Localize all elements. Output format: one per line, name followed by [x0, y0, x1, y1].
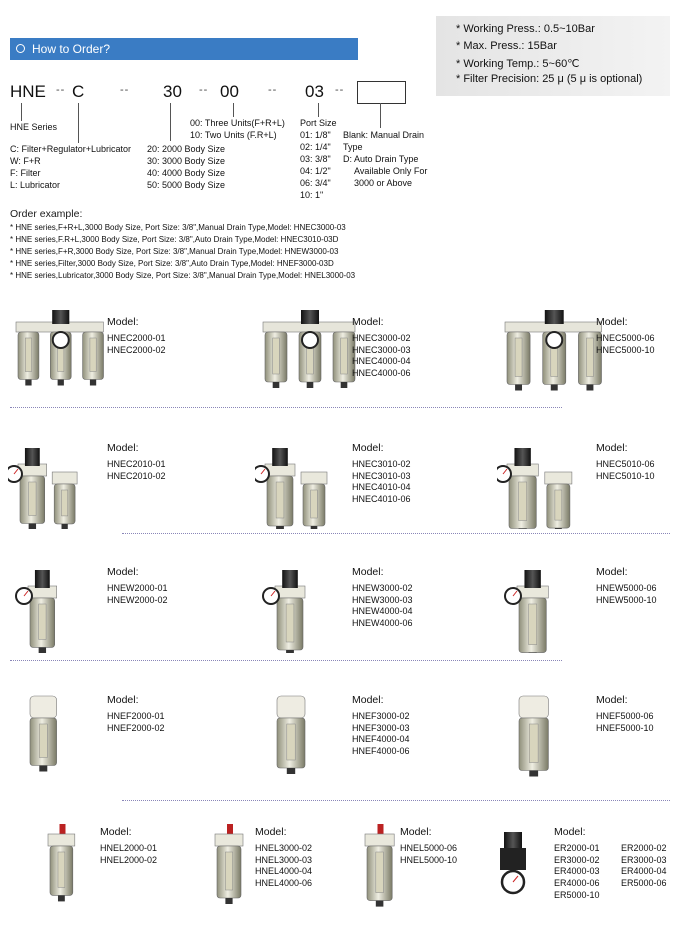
connector-line — [78, 103, 79, 143]
example-line: * HNE series,F.R+L,3000 Body Size, Port Size: 3/8",Auto Drain Type,Model: HNEC3010-03D — [10, 235, 339, 244]
model-number: HNEC4010-04 — [352, 482, 411, 493]
model-number: HNEC5010-10 — [596, 470, 655, 481]
legend-port: 04: 1/2" — [300, 166, 331, 176]
model-number: HNEC5000-06 — [596, 333, 655, 343]
circle-bullet-icon — [16, 44, 25, 53]
port-size-title: Port Size — [300, 118, 337, 128]
code-separator: -- — [199, 84, 209, 96]
legend-drain: Available Only For — [354, 166, 428, 176]
model-list — [352, 459, 411, 506]
example-line: * HNE series,Lubricator,3000 Body Size, Port Size: 3/8",Manual Drain Type,Model: HNEL3000-03 — [10, 271, 356, 280]
model-number: HNEW4000-06 — [352, 618, 413, 629]
example-line: * HNE series,F+R+L,3000 Body Size, Port Size: 3/8",Manual Drain Type,Model: HNEC3000-03 — [10, 223, 346, 232]
model-number: HNEF5000-10 — [596, 722, 654, 733]
model-number: HNEF5000-06 — [596, 711, 654, 721]
model-number: HNEF3000-02 — [352, 711, 410, 721]
legend-drain: Blank: Manual Drain — [343, 130, 425, 140]
product-image — [497, 434, 607, 534]
order-example-title: Order example: — [10, 208, 83, 220]
model-list — [621, 843, 667, 890]
legend-port: 06: 3/4" — [300, 178, 331, 188]
row-separator — [10, 660, 562, 661]
model-title: Model: — [107, 694, 139, 706]
code-separator: -- — [120, 84, 130, 96]
model-list — [107, 459, 166, 482]
model-number: HNEC4010-06 — [352, 494, 411, 505]
header-title: How to Order? — [32, 42, 111, 56]
model-number: HNEC4000-04 — [352, 356, 411, 367]
row-separator — [10, 407, 562, 408]
model-list — [596, 333, 655, 356]
legend-port: 02: 1/4" — [300, 142, 331, 152]
model-number: HNEC4000-06 — [352, 368, 411, 379]
model-number: HNEC2000-01 — [107, 333, 166, 343]
model-title: Model: — [352, 316, 384, 328]
model-list — [352, 333, 411, 380]
model-number: HNEL2000-01 — [100, 843, 158, 853]
example-line: * HNE series,Filter,3000 Body Size, Port Size: 3/8",Auto Drain Type,Model: HNEF3000-03D — [10, 259, 334, 268]
model-number: ER4000-03 — [554, 866, 600, 877]
legend-body: 20: 2000 Body Size — [147, 144, 226, 154]
series-label: HNE Series — [10, 122, 58, 132]
model-number: HNEC3000-03 — [352, 344, 411, 355]
model-list — [596, 459, 655, 482]
legend-body: 40: 4000 Body Size — [147, 168, 226, 178]
model-number: HNEC3010-03 — [352, 470, 411, 481]
legend-units: 10: Two Units (F.R+L) — [190, 130, 277, 140]
model-title: Model: — [352, 442, 384, 454]
model-title: Model: — [596, 442, 628, 454]
model-number: HNEC5010-06 — [596, 459, 655, 469]
code-separator: -- — [268, 84, 278, 96]
model-number: HNEC3000-02 — [352, 333, 411, 343]
model-number: ER3000-03 — [621, 854, 667, 865]
model-number: HNEL5000-06 — [400, 843, 458, 853]
model-title: Model: — [352, 694, 384, 706]
model-title: Model: — [107, 442, 139, 454]
model-title: Model: — [596, 566, 628, 578]
product-image — [8, 558, 118, 658]
model-number: ER5000-06 — [621, 878, 667, 889]
model-number: HNEW5000-06 — [596, 583, 657, 593]
model-title: Model: — [554, 826, 586, 838]
spec-line: * Working Temp.: 5~60℃ — [456, 58, 580, 70]
model-number: HNEL3000-02 — [255, 843, 313, 853]
row-separator — [122, 800, 670, 801]
model-number: HNEC2000-02 — [107, 344, 166, 355]
connector-line — [380, 103, 381, 128]
model-number: HNEL2000-02 — [100, 854, 158, 865]
model-list — [107, 711, 165, 734]
model-number: HNEL4000-04 — [255, 866, 313, 877]
model-title: Model: — [107, 316, 139, 328]
product-image — [497, 686, 607, 786]
spec-line: * Filter Precision: 25 μ (5 μ is optional) — [456, 73, 643, 85]
legend-body: 30: 3000 Body Size — [147, 156, 226, 166]
model-number: HNEF4000-06 — [352, 746, 410, 757]
product-image — [255, 558, 365, 658]
legend-drain: D: Auto Drain Type — [343, 154, 419, 164]
model-title: Model: — [352, 566, 384, 578]
model-number: HNEF4000-04 — [352, 734, 410, 745]
legend-drain: 3000 or Above — [354, 178, 413, 188]
model-number: HNEW3000-03 — [352, 594, 413, 605]
model-number: HNEC3010-02 — [352, 459, 411, 469]
model-title: Model: — [107, 566, 139, 578]
model-list — [352, 583, 413, 630]
model-number: ER4000-06 — [554, 878, 600, 889]
spec-line: * Working Press.: 0.5~10Bar — [456, 23, 595, 35]
model-number: HNEW2000-01 — [107, 583, 168, 593]
legend-body: 50: 5000 Body Size — [147, 180, 226, 190]
code-series: HNE — [10, 82, 46, 101]
how-to-order-header — [10, 38, 358, 60]
legend-port: 03: 3/8" — [300, 154, 331, 164]
product-image — [497, 308, 607, 408]
connector-line — [170, 103, 171, 141]
model-title: Model: — [400, 826, 432, 838]
legend-type: C: Filter+Regulator+Lubricator — [10, 144, 132, 154]
code-type: C — [72, 82, 85, 101]
model-number: HNEC2010-01 — [107, 459, 166, 469]
legend-port: 10: 1" — [300, 190, 324, 200]
model-list — [107, 583, 168, 606]
code-body: 30 — [163, 82, 182, 101]
legend-type: W: F+R — [10, 156, 41, 166]
spec-line: * Max. Press.: 15Bar — [456, 40, 557, 52]
product-image — [255, 434, 365, 534]
model-number: HNEF2000-01 — [107, 711, 165, 721]
model-title: Model: — [596, 694, 628, 706]
code-port: 03 — [305, 82, 324, 101]
legend-type: L: Lubricator — [10, 180, 61, 190]
model-list — [255, 843, 312, 890]
model-title: Model: — [255, 826, 287, 838]
spec-box — [436, 16, 670, 96]
code-units: 00 — [220, 82, 239, 101]
product-image — [255, 686, 365, 786]
model-title: Model: — [596, 316, 628, 328]
model-list — [554, 843, 600, 902]
model-list — [352, 711, 410, 758]
model-number: HNEL3000-03 — [255, 854, 313, 865]
model-list — [400, 843, 457, 866]
model-number: HNEF2000-02 — [107, 722, 165, 733]
model-number: HNEW5000-10 — [596, 594, 657, 605]
legend-type: F: Filter — [10, 168, 41, 178]
legend-units: 00: Three Units(F+R+L) — [190, 118, 285, 128]
legend-port: 01: 1/8" — [300, 130, 331, 140]
model-number: ER3000-02 — [554, 854, 600, 865]
model-title: Model: — [100, 826, 132, 838]
model-list — [596, 711, 654, 734]
connector-line — [21, 103, 22, 121]
model-number: ER2000-01 — [554, 843, 600, 853]
example-line: * HNE series,F+R,3000 Body Size, Port Size: 3/8",Manual Drain Type,Model: HNEW3000-03 — [10, 247, 339, 256]
model-list — [107, 333, 166, 356]
model-number: HNEF3000-03 — [352, 722, 410, 733]
model-number: ER2000-02 — [621, 843, 667, 853]
model-number: HNEL5000-10 — [400, 854, 458, 865]
model-number: HNEW4000-04 — [352, 606, 413, 617]
code-separator: -- — [56, 84, 66, 96]
product-image — [8, 686, 118, 786]
model-list — [596, 583, 657, 606]
product-image — [497, 558, 607, 658]
connector-line — [318, 103, 319, 117]
product-image — [8, 434, 118, 534]
model-number: HNEW3000-02 — [352, 583, 413, 593]
legend-drain: Type — [343, 142, 363, 152]
product-image — [255, 308, 365, 408]
model-number: HNEC5000-10 — [596, 344, 655, 355]
model-number: ER4000-04 — [621, 866, 667, 877]
drain-blank-box — [357, 81, 406, 104]
model-number: ER5000-10 — [554, 889, 600, 900]
model-number: HNEW2000-02 — [107, 594, 168, 605]
connector-line — [233, 103, 234, 117]
model-number: HNEL4000-06 — [255, 878, 313, 889]
model-number: HNEC2010-02 — [107, 470, 166, 481]
model-list — [100, 843, 157, 866]
row-separator — [122, 533, 670, 534]
code-separator: -- — [335, 84, 345, 96]
product-image — [8, 308, 118, 408]
